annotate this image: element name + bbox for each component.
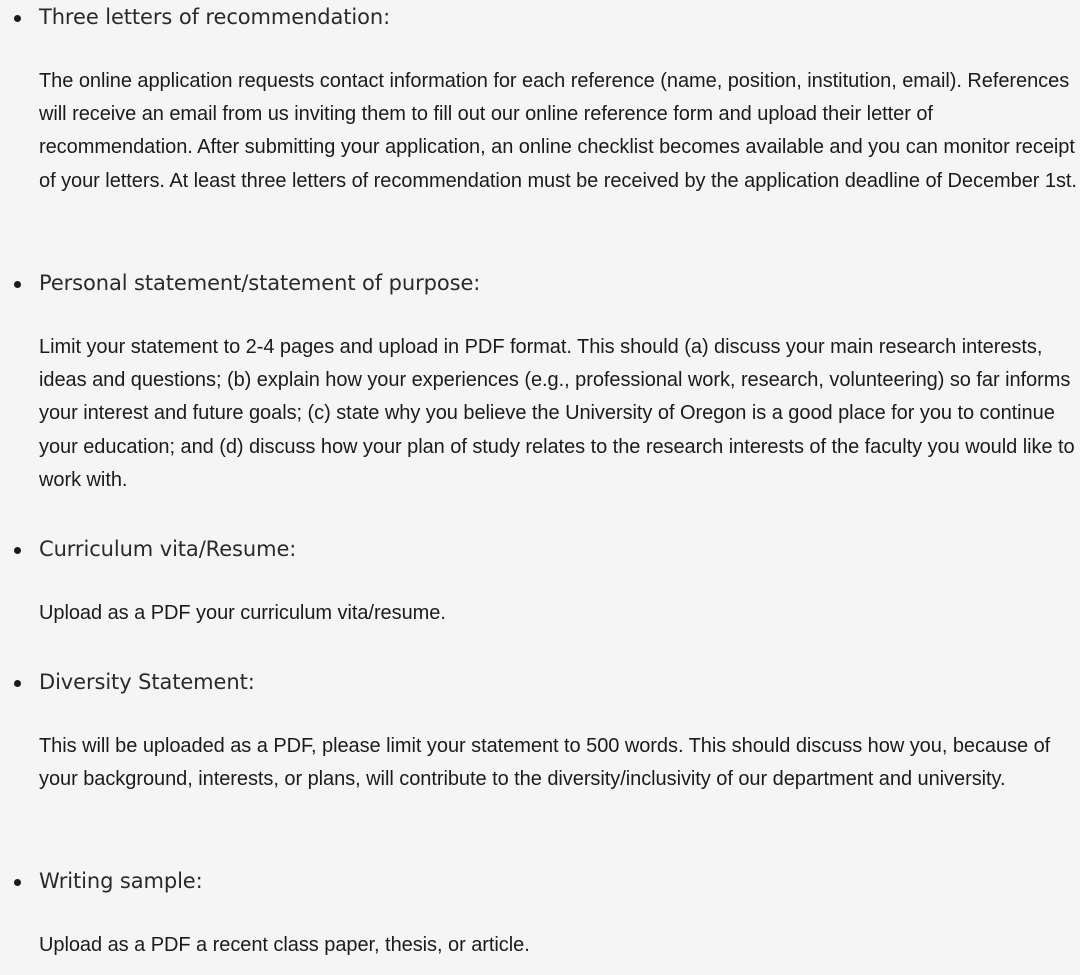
bullet-icon — [14, 281, 21, 288]
section-body: The online application requests contact information for each reference (name, position, institution, email). References will receive an email from us inviting them to fill out our online reference form and upload their letter of recommendation. After submitting your application, an online checklist becomes available and you can monitor receipt of your letters. At least three letters of recommendation must be received by the application deadline of December 1st. — [39, 70, 1077, 192]
section-body: Upload as a PDF your curriculum vita/resume. — [39, 602, 446, 624]
section-heading: Three letters of recommendation: — [39, 5, 391, 29]
bullet-icon — [14, 879, 21, 886]
section-heading: Writing sample: — [39, 869, 203, 893]
section-body: Limit your statement to 2-4 pages and upload in PDF format. This should (a) discuss your main research interests, ideas and questions; (b) explain how your experiences (e.g., professional work, research, volunteering) so far informs your interest and future goals; (c) state why you believe the University of Oregon is a good place for you to continue your education; and (d) discuss how your plan of study relates to the research interests of the faculty you would like to work with. — [39, 336, 1075, 491]
section-heading: Personal statement/statement of purpose: — [39, 271, 481, 295]
bullet-icon — [14, 680, 21, 687]
bullet-icon — [14, 15, 21, 22]
bullet-icon — [14, 547, 21, 554]
section-body: This will be uploaded as a PDF, please limit your statement to 500 words. This should discuss how you, because of your background, interests, or plans, will contribute to the diversity/inclusivity of our department and university. — [39, 735, 1051, 791]
section-body: Upload as a PDF a recent class paper, thesis, or article. — [39, 934, 530, 956]
section-heading: Diversity Statement: — [39, 670, 255, 694]
section-heading: Curriculum vita/Resume: — [39, 537, 297, 561]
